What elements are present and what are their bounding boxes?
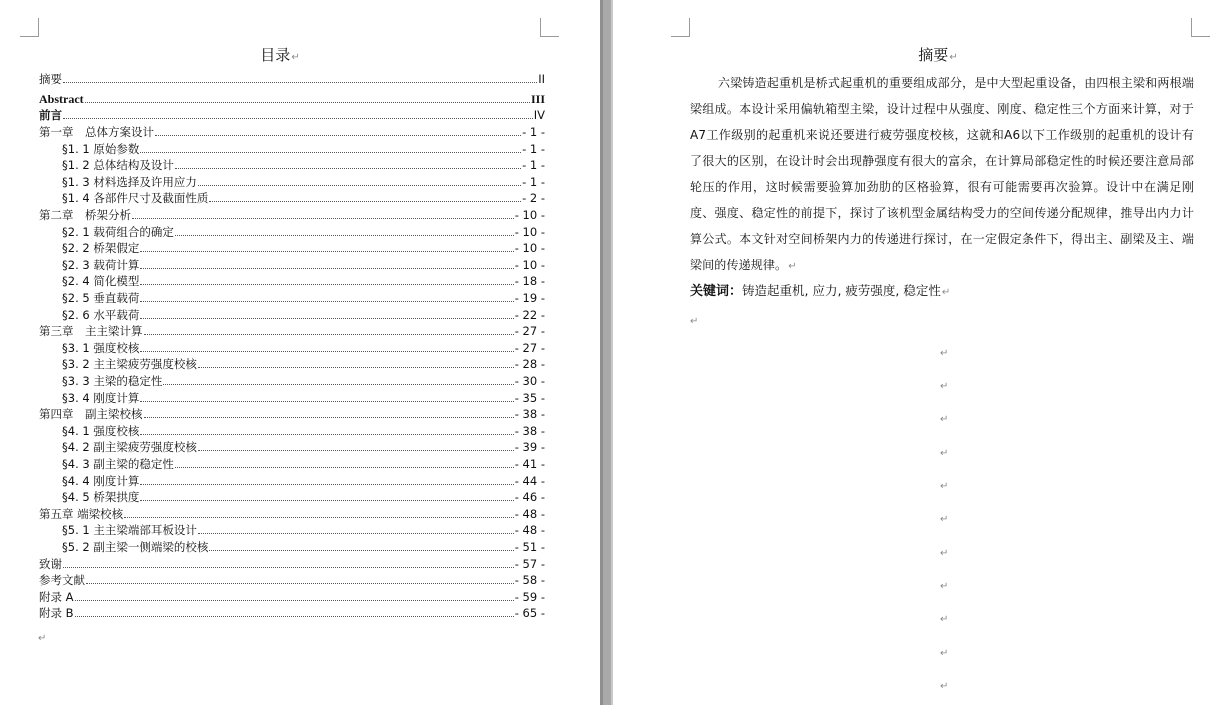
toc-leader-dots [140,284,513,285]
paragraph-mark: ↵ [940,548,949,559]
toc-entry[interactable] [39,571,545,587]
toc-leader-dots [175,467,514,468]
toc-leader-dots [140,351,513,352]
toc-entry-title: §2. 6 水平载荷 [62,307,140,322]
toc-subentry[interactable] [39,272,545,288]
toc-page-number: - 19 - [514,291,545,305]
toc-entry-title: §1. 2 总体结构及设计 [62,158,174,173]
keywords-line: 关键词：铸造起重机, 应力, 疲劳强度, 稳定性↵ [690,283,951,299]
toc-leader-dots [63,118,533,119]
toc-leader-dots [85,102,530,103]
toc-entry-title: §3. 4 刚度计算 [62,390,140,405]
toc-entry-title: 参考文献 [39,573,85,588]
toc-entry-title: 第一章 总体方案设计 [39,125,154,139]
paragraph-mark: ↵ [940,581,949,592]
toc-title: 目录↵ [260,46,300,64]
toc-page-number: - 57 - [514,556,545,571]
toc-entry-title: §2. 5 垂直载荷 [62,291,140,305]
toc-subentry[interactable] [39,289,545,305]
toc-leader-dots [140,268,513,269]
keywords-label: 关键词： [690,284,743,299]
toc-leader-dots [86,583,514,584]
toc-page-number: - 35 - [514,390,545,405]
keywords-text: 铸造起重机, 应力, 疲劳强度, 稳定性 [742,283,941,298]
toc-leader-dots [63,567,514,568]
toc-page-number: - 48 - [514,506,545,521]
toc-entry[interactable] [39,555,545,571]
toc-leader-dots [175,168,521,169]
toc-page-number: - 30 - [514,374,545,388]
toc-subentry[interactable] [39,239,545,255]
paragraph-mark: ↵ [940,614,949,625]
toc-leader-dots [198,185,521,186]
toc-page-number: - 38 - [514,423,545,438]
toc-leader-dots [209,550,513,551]
toc-leader-dots [163,384,513,385]
toc-subentry[interactable] [39,306,545,322]
toc-entry[interactable] [39,322,545,338]
paragraph-mark: ↵ [940,414,949,425]
toc-page-number: - 28 - [514,357,545,372]
page-corner-mark [20,18,39,37]
toc-entry-title: 第四章 副主梁校核 [39,407,143,422]
toc-page-number: - 27 - [514,340,545,355]
paragraph-mark: ↵ [940,681,949,692]
toc-page-number: - 59 - [514,589,545,604]
toc-page-number: - 1 - [522,141,545,156]
toc-subentry[interactable] [39,422,545,438]
toc-entry-title: §4. 3 副主梁的稳定性 [62,457,174,471]
page-corner-mark [540,18,559,37]
toc-page-number: - 10 - [514,257,545,272]
toc-entry-title: 第三章 主主梁计算 [39,324,143,339]
toc-entry-title: §2. 1 载荷组合的确定 [62,224,174,239]
toc-entry-title: 致谢 [39,556,62,571]
paragraph-mark: ↵ [690,316,699,327]
toc-page-number: III [530,92,545,106]
toc-page [0,0,600,705]
toc-leader-dots [140,401,513,402]
toc-entry-title: §1. 1 原始参数 [62,141,140,156]
toc-subentry[interactable] [39,156,545,172]
toc-page-number: - 10 - [514,208,545,222]
toc-entry[interactable] [39,206,545,222]
toc-entry-title: §2. 3 载荷计算 [62,257,140,272]
toc-page-number: - 44 - [514,473,545,488]
toc-leader-dots [140,318,513,319]
toc-entry[interactable] [39,588,545,604]
page-divider [600,0,613,705]
toc-subentry[interactable] [39,355,545,371]
toc-page-number: - 10 - [514,241,545,256]
toc-page-number: - 27 - [514,324,545,339]
toc-subentry[interactable] [39,521,545,537]
page-corner-mark [1191,18,1210,37]
toc-entry-title: §1. 4 各部件尺寸及截面性质 [62,191,209,206]
toc-leader-dots [198,533,514,534]
abstract-paragraph: 六梁铸造起重机是桥式起重机的重要组成部分，是中大型起重设备，由四根主梁和两根端梁组成。本设计采用偏轨箱型主梁，设计过程中从强度、刚度、稳定性三个方面来计算，对于A7工作级别的起重机来说还要进行疲劳强度校核，这就和A6以下工作级别的起重机的设计有了很大的区别，在设计时会出现静强度有很大的富余，在计算局部稳定性的时候还要注意局部轮压的作用，这时候需要验算加劲肋的区格验算，很有可能需要再次验算。设计中在满足刚度、强度、稳定性的前提下，探讨了该机型金属结构受力的空间传递分配规律，推导出内力计算公式。本文针对空间桥架内力的传递进行探讨，在一定假定条件下，得出主、副梁及主、端梁间的传递规律。↵ [690,76,1194,272]
toc-subentry[interactable] [39,438,545,454]
toc-leader-dots [140,500,513,501]
toc-leader-dots [140,301,513,302]
toc-entry-title: §4. 1 强度校核 [62,423,140,438]
toc-leader-dots [144,417,514,418]
toc-entry-title: §4. 4 刚度计算 [62,473,140,488]
toc-entry[interactable] [39,123,545,139]
toc-page-number: - 38 - [514,407,545,422]
toc-entry-title: 前言 [39,108,62,122]
toc-page-number: - 2 - [522,191,545,206]
toc-entry-title: 摘要 [39,72,62,86]
toc-page-number: - 51 - [514,540,545,554]
toc-entry-title: §4. 5 桥架拱度 [62,490,140,505]
toc-entry-title: 第二章 桥架分析 [39,208,131,222]
paragraph-mark: ↵ [940,381,949,392]
toc-leader-dots [63,82,537,83]
paragraph-mark: ↵ [940,348,949,359]
toc-leader-dots [209,201,521,202]
toc-subentry[interactable] [39,472,545,488]
toc-leader-dots [140,484,513,485]
toc-entry-title: 附录 A [39,589,74,604]
toc-page-number: - 18 - [514,274,545,289]
toc-entry-title: §2. 4 简化模型 [62,274,140,289]
toc-subentry[interactable] [39,339,545,355]
toc-subentry[interactable] [39,455,545,471]
paragraph-mark: ↵ [38,633,47,644]
toc-entry-title: §5. 1 主主梁端部耳板设计 [62,523,197,538]
toc-leader-dots [144,334,514,335]
toc-leader-dots [198,450,514,451]
toc-entry-title: §2. 2 桥架假定 [62,241,140,256]
paragraph-mark: ↵ [940,514,949,525]
toc-entry-title: §3. 1 强度校核 [62,340,140,355]
toc-subentry[interactable] [39,223,545,239]
toc-entry[interactable] [39,90,545,106]
toc-page-number: - 58 - [514,573,545,588]
toc-page-number: - 65 - [514,606,545,621]
toc-entry-title: §3. 3 主梁的稳定性 [62,374,163,388]
toc-subentry[interactable] [39,140,545,156]
toc-subentry[interactable] [39,189,545,205]
toc-entry-title: 第五章 端梁校核 [39,506,124,521]
paragraph-mark: ↵ [940,481,949,492]
toc-leader-dots [140,251,513,252]
toc-leader-dots [175,235,514,236]
toc-subentry[interactable] [39,389,545,405]
toc-subentry[interactable] [39,173,545,189]
toc-entry[interactable] [39,604,545,620]
toc-page-number: - 1 - [522,174,545,189]
paragraph-mark: ↵ [940,648,949,659]
page-corner-mark [671,18,690,37]
toc-page-number: IV [533,108,545,122]
toc-leader-dots [75,600,514,601]
toc-subentry[interactable] [39,256,545,272]
toc-entry-title: §3. 2 主主梁疲劳强度校核 [62,357,197,372]
toc-subentry[interactable] [39,538,545,554]
toc-entry-title: §5. 2 副主梁一侧端梁的校核 [62,540,209,554]
toc-entry[interactable] [39,405,545,421]
toc-leader-dots [140,152,521,153]
abstract-title: 摘要↵ [918,46,958,64]
toc-leader-dots [132,218,514,219]
toc-entry-title: 附录 B [39,606,74,621]
toc-leader-dots [140,434,513,435]
toc-page-number: - 1 - [522,125,545,139]
toc-page-number: - 39 - [514,440,545,455]
toc-subentry[interactable] [39,488,545,504]
toc-page-number: - 22 - [514,307,545,322]
paragraph-mark: ↵ [940,448,949,459]
toc-page-number: - 41 - [514,457,545,471]
toc-entry[interactable] [39,70,545,86]
toc-page-number: - 48 - [514,523,545,538]
toc-leader-dots [75,616,514,617]
toc-page-number: II [538,72,545,86]
toc-entry-title: §1. 3 材料选择及许用应力 [62,174,197,189]
toc-leader-dots [198,367,514,368]
toc-page-number: - 1 - [522,158,545,173]
toc-entry[interactable] [39,505,545,521]
toc-entry-title: Abstract [39,92,84,106]
toc-entry-title: §4. 2 副主梁疲劳强度校核 [62,440,197,455]
toc-entry[interactable] [39,106,545,122]
toc-page-number: - 46 - [514,490,545,505]
toc-leader-dots [124,517,514,518]
toc-subentry[interactable] [39,372,545,388]
toc-leader-dots [155,135,521,136]
toc-page-number: - 10 - [514,224,545,239]
